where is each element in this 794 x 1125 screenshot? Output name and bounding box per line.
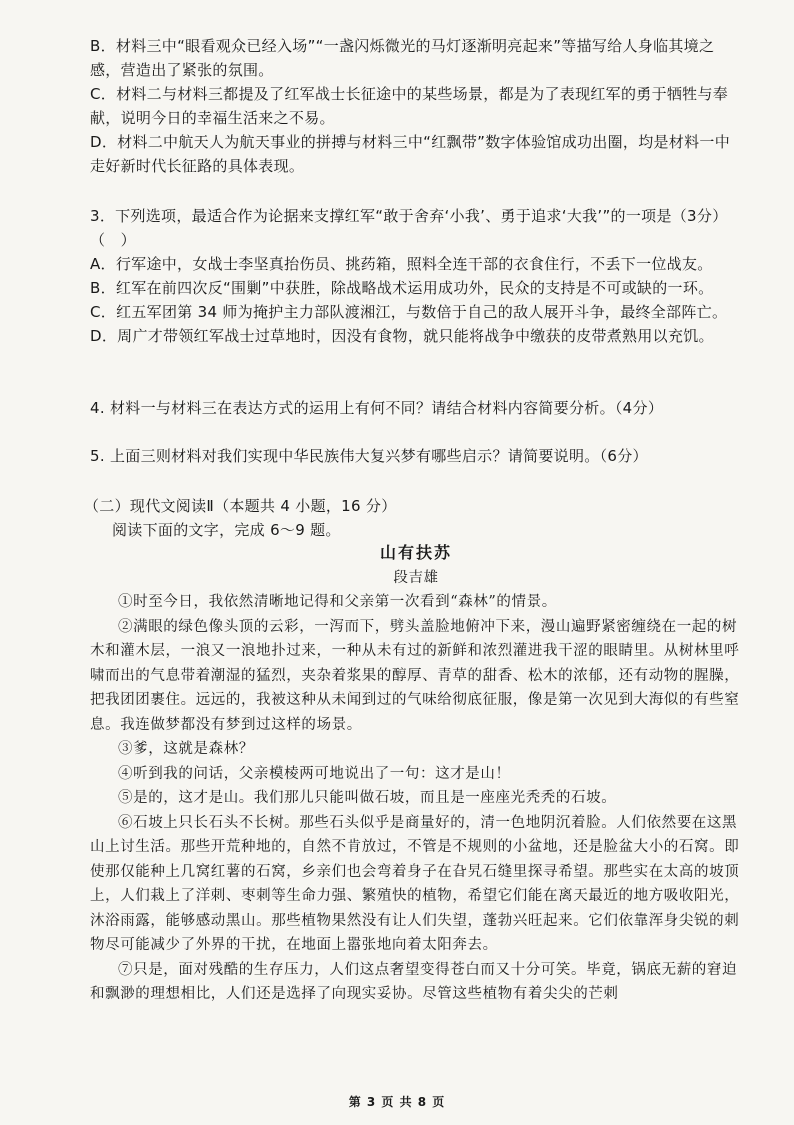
question-4-text: 4. 材料一与材料三在表达方式的运用上有何不同？请结合材料内容简要分析。（4分） (90, 399, 664, 417)
question-3-option-a: A．行军途中，女战士李坚真抬伤员、挑药箱，照料全连干部的衣食住行，不丢下一位战友。 (90, 255, 713, 273)
question-4 (90, 396, 730, 420)
section-instruction: 阅读下面的文字，完成 6～9 题。 (112, 521, 341, 539)
passage-paragraph-3: ③爹，这就是森林？ (118, 741, 254, 757)
option-c: C．材料二与材料三都提及了红军战士长征途中的某些场景，都是为了表现红军的勇于牺牲与奉献，说明今日的幸福生活来之不易。 (90, 85, 729, 127)
question-5-text: 5. 上面三则材料对我们实现中华民族伟大复兴梦有哪些启示？请简要说明。（6分） (90, 447, 648, 465)
passage-paragraph-7: ⑦只是，面对残酷的生存压力，人们这点奢望变得苍白而又十分可笑。毕竟，锅底无薪的窘迫和飘渺的理想相比，人们还是选择了向现实妥协。尽管这些植物有着尖尖的芒刺 (90, 961, 738, 1002)
passage-paragraph-2: ②满眼的绿色像头顶的云彩，一泻而下，劈头盖脸地俯冲下来，漫山遍野紧密缠绕在一起的树木和灌木层，一浪又一浪地扑过来，一种从未有过的新鲜和浓烈灌进我干涩的眼睛里。从树林里呼啸而出的气息带着潮湿的猛烈，夹杂着浆果的醇厚、青草的甜香、松木的浓郁，还有动物的腥臊，把我团团裹住。远远的，我被这种从未闻到过的气味给彻底征服，像是第一次见到大海似的有些窒息。我连做梦都没有梦到过这样的场景。 (90, 618, 740, 733)
section-2-header (84, 494, 724, 542)
question-3 (90, 204, 730, 348)
page-footer: 第 3 页 共 8 页 (348, 1095, 446, 1109)
question-3-option-c: C．红五军团第 34 师为掩护主力部队渡湘江，与数倍于自己的敌人展开斗争，最终全部阵亡。 (90, 303, 728, 321)
question-3-option-d: D．周广才带领红军战士过草地时，因没有食物，就只能将战争中缴获的皮带煮熟用以充饥。 (90, 327, 714, 345)
passage-paragraph-6: ⑥石坡上只长石头不长树。那些石头似乎是商量好的，清一色地阴沉着脸。人们依然要在这黑山上讨生活。那些开荒种地的，自然不肯放过，不管是不规则的小盆地，还是脸盆大小的石窝。即使那仅能种上几窝红薯的石窝，乡亲们也会弯着身子在旮旯石缝里探寻希望。那些实在太高的坡顶上，人们栽上了洋刺、枣刺等生命力强、繁殖快的植物，希望它们能在离天最近的地方吸收阳光，沐浴雨露，能够感动黑山。那些植物果然没有让人们失望，蓬勃兴旺起来。它们依靠浑身尖锐的刺物尽可能减少了外界的干扰，在地面上嚣张地向着太阳奔去。 (90, 814, 740, 953)
passage-author: 段吉雄 (393, 569, 439, 586)
passage-paragraph-5: ⑤是的，这才是山。我们那儿只能叫做石坡，而且是一座座光秃秃的石坡。 (118, 790, 617, 806)
question-3-option-b: B．红军在前四次反“围剿”中获胜，除战略战术运用成功外，民众的支持是不可或缺的一环。 (90, 279, 714, 297)
reading-passage (90, 541, 742, 1007)
passage-paragraph-4: ④听到我的问话，父亲模棱两可地说出了一句：这才是山！ (118, 765, 511, 782)
passage-paragraph-1: ①时至今日，我依然清晰地记得和父亲第一次看到“森林”的情景。 (118, 594, 557, 610)
question-3-stem: 3．下列选项，最适合作为论据来支撑红军“敢于舍弃‘小我’、勇于追求‘大我’”的一项是（3分）（ ） (90, 207, 728, 249)
option-d: D．材料二中航天人为航天事业的拼搏与材料三中“红飘带”数字体验馆成功出圈，均是材料一中走好新时代长征路的具体表现。 (90, 133, 730, 175)
option-b: B．材料三中“眼看观众已经入场”“一盏闪烁微光的马灯逐渐明亮起来”等描写给人身临其境之感，营造出了紧张的氛围。 (90, 37, 715, 79)
question-5 (90, 444, 730, 468)
section-heading: （二）现代文阅读Ⅱ（本题共 4 小题，16 分） (84, 497, 397, 515)
options-previous-question (90, 34, 730, 178)
passage-title: 山有扶苏 (379, 543, 452, 562)
